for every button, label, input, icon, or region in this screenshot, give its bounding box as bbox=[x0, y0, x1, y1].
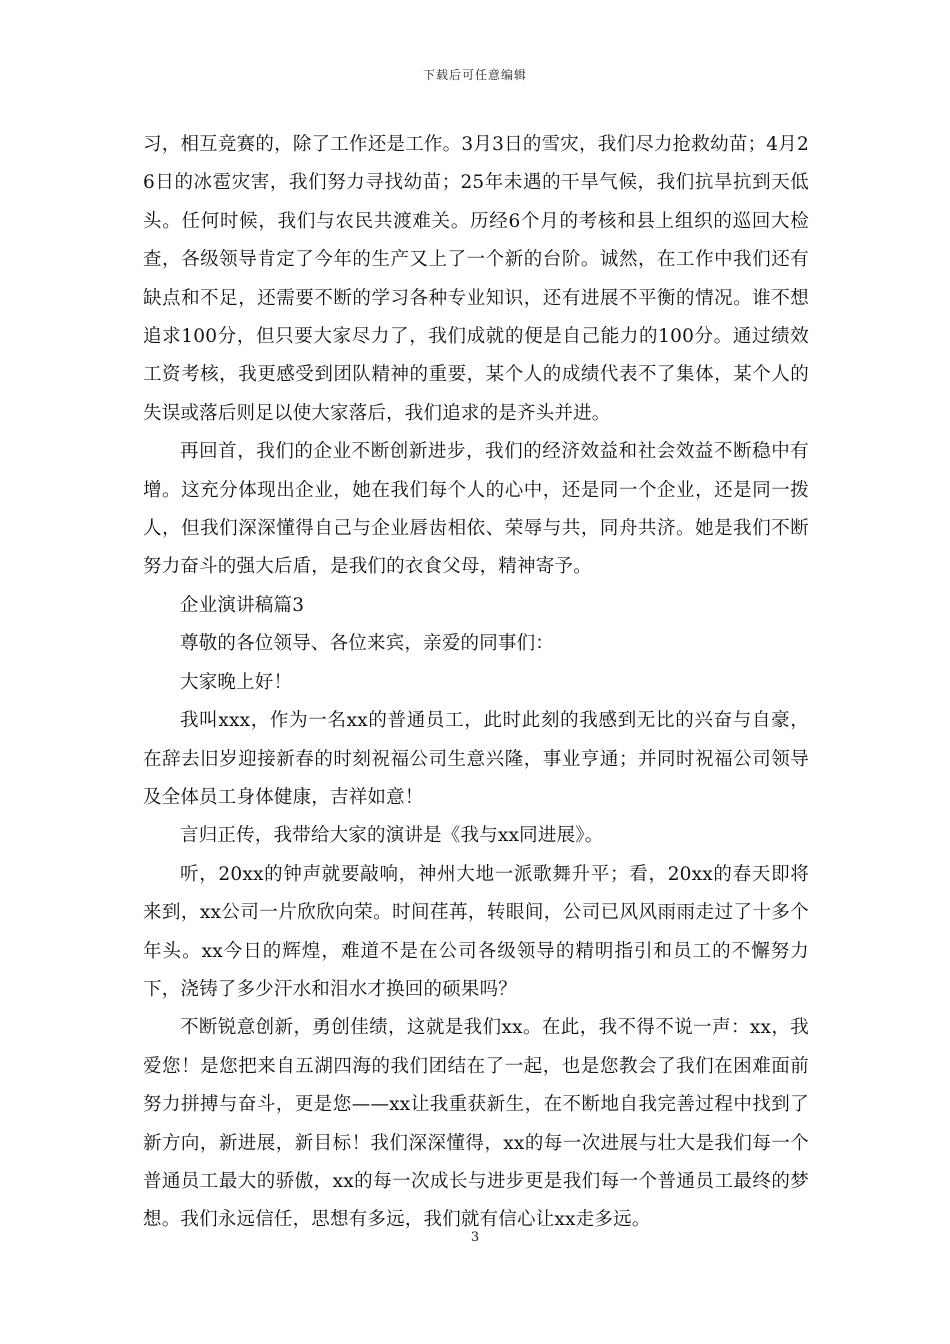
document-body bbox=[143, 126, 809, 1240]
page-number: 3 bbox=[470, 1230, 480, 1245]
paragraph: 我叫xxx，作为一名xx的普通员工，此时此刻的我感到无比的兴奋与自豪，在辞去旧岁迎接新春的时刻祝福公司生意兴隆，事业亨通；并同时祝福公司领导及全体员工身体健康，吉祥如意！ bbox=[143, 710, 809, 808]
paragraph: 习，相互竞赛的，除了工作还是工作。3月3日的雪灾，我们尽力抢救幼苗；4月26日的冰雹灾害，我们努力寻找幼苗；25年未遇的干旱气候，我们抗旱抗到天低头。任何时候，我们与农民共渡难关。历经6个月的考核和县上组织的巡回大检查，各级领导肯定了今年的生产又上了一个新的台阶。诚然，在工作中我们还有缺点和不足，还需要不断的学习各种专业知识，还有进展不平衡的情况。谁不想追求100分，但只要大家尽力了，我们成就的便是自己能力的100分。通过绩效工资考核，我更感受到团队精神的重要，某个人的成绩代表不了集体，某个人的失误或落后则足以使大家落后，我们追求的是齐头并进。 bbox=[143, 134, 809, 424]
paragraph: 言归正传，我带给大家的演讲是《我与xx同进展》。 bbox=[180, 825, 604, 847]
paragraph: 不断锐意创新，勇创佳绩，这就是我们xx。在此，我不得不说一声：xx，我爱您！是您把来自五湖四海的我们团结在了一起，也是您教会了我们在困难面前努力拼搏与奋斗，更是您——xx让我重获新生，在不断地自我完善过程中找到了新方向，新进展，新目标！我们深深懂得，xx的每一次进展与壮大是我们每一个普通员工最大的骄傲，xx的每一次成长与进步更是我们每一个普通员工最终的梦想。我们永远信任，思想有多远，我们就有信心让xx走多远。 bbox=[143, 1017, 809, 1231]
page-header: 下载后可任意编辑 bbox=[422, 68, 527, 82]
paragraph: 听，20xx的钟声就要敲响，神州大地一派歌舞升平；看，20xx的春天即将来到，xx公司一片欣欣向荣。时间荏苒，转眼间，公司已风风雨雨走过了十多个年头。xx今日的辉煌，难道不是在公司各级领导的精明指引和员工的不懈努力下，浇铸了多少汗水和泪水才换回的硕果吗？ bbox=[143, 863, 809, 1000]
section-heading: 企业演讲稿篇3 bbox=[180, 594, 305, 616]
salutation: 尊敬的各位领导、各位来宾，亲爱的同事们： bbox=[180, 633, 555, 655]
paragraph: 再回首，我们的企业不断创新进步，我们的经济效益和社会效益不断稳中有增。这充分体现出企业，她在我们每个人的心中，还是同一个企业，还是同一拨人，但我们深深懂得自己与企业唇齿相依、荣辱与共，同舟共济。她是我们不断努力奋斗的强大后盾，是我们的衣食父母，精神寄予。 bbox=[143, 441, 809, 578]
greeting: 大家晚上好！ bbox=[180, 671, 293, 693]
